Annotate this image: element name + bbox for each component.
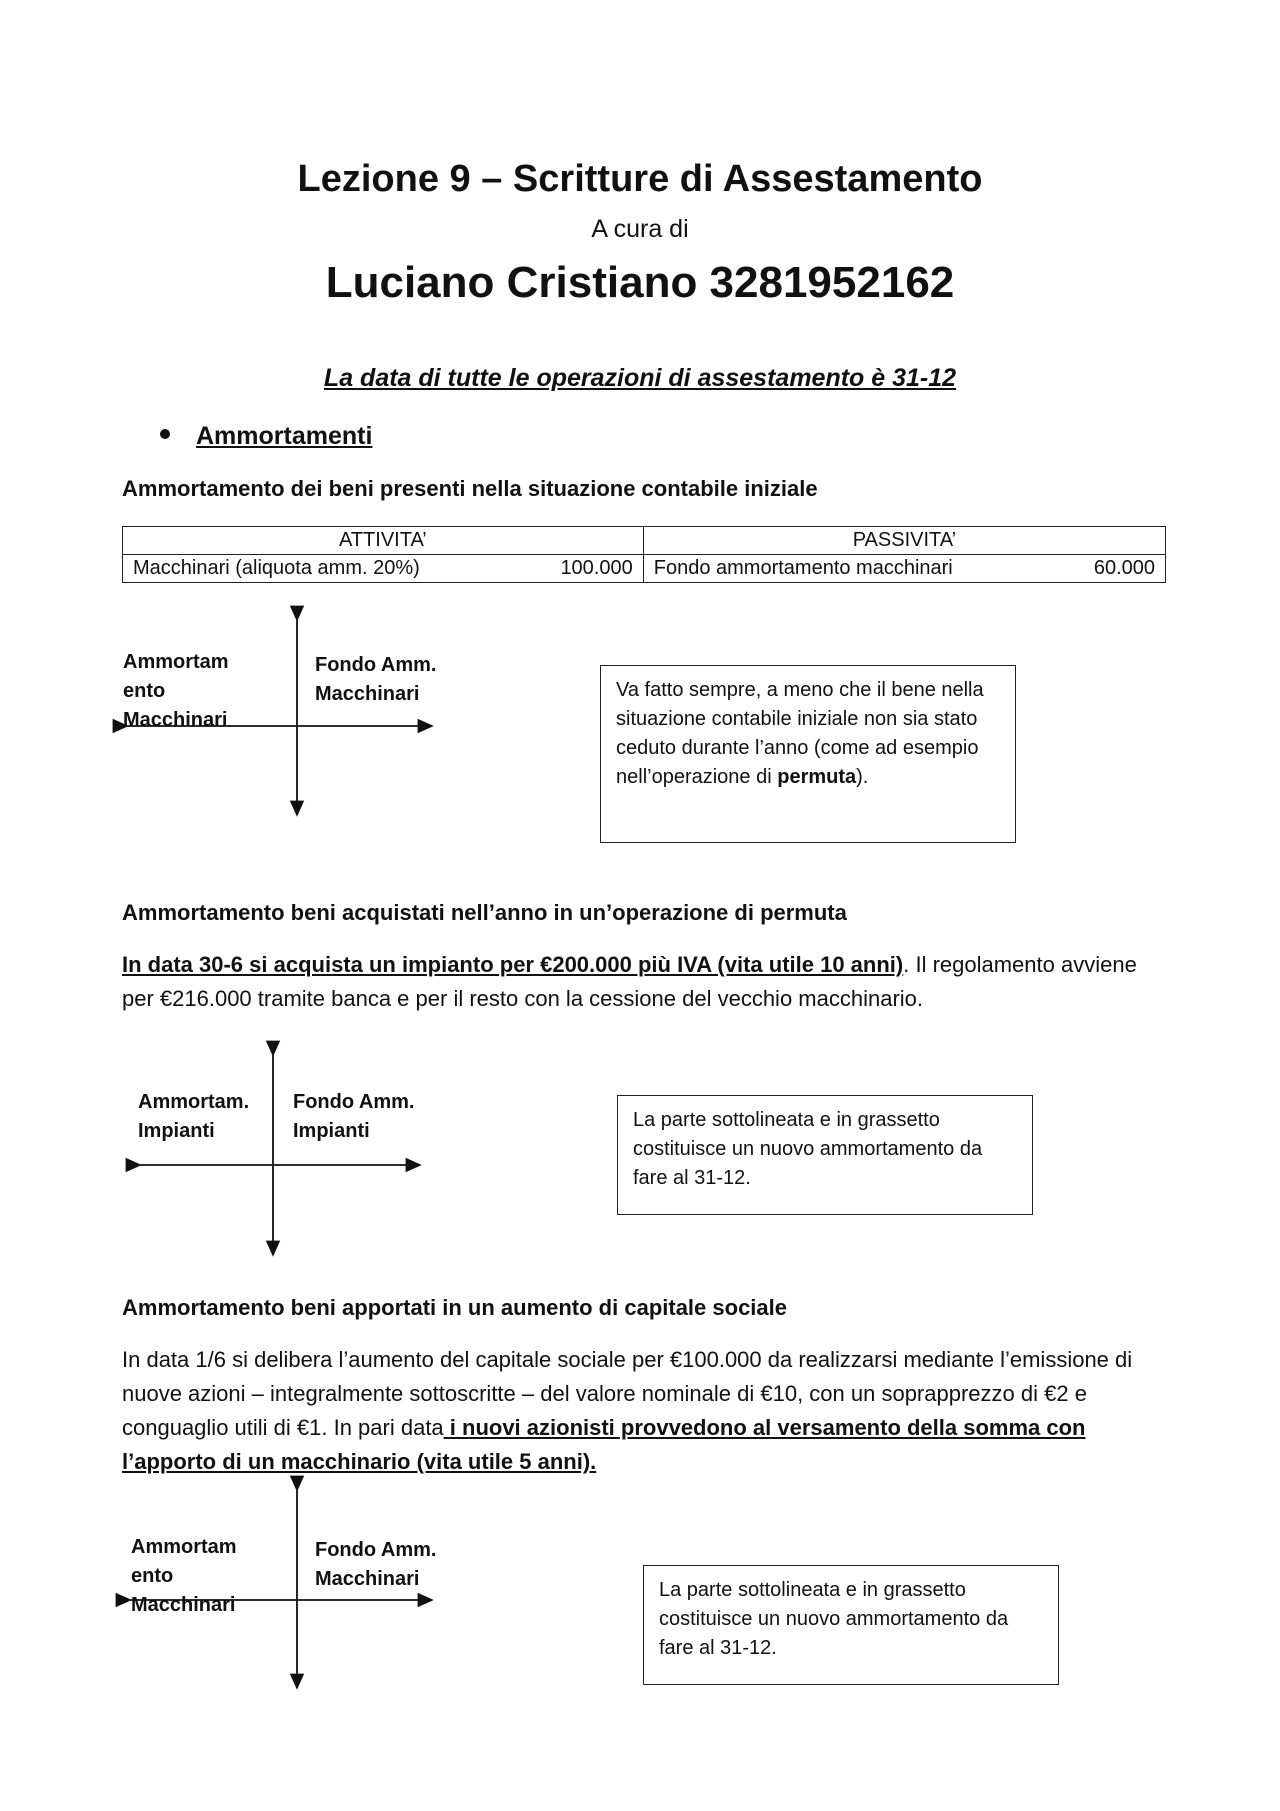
paragraph-emphasis: i nuovi azionisti provvedono al versamento della somma con l’apporto di un macchinario (vita utile 5 anni).	[122, 1415, 1086, 1474]
t-left-line: ento	[123, 680, 166, 702]
table-header-attivita: ATTIVITA’	[123, 527, 644, 555]
paragraph-emphasis: In data 30-6 si acquista un impianto per €200.000 più IVA (vita utile 10 anni)	[122, 952, 904, 977]
t-left-line: Macchinari	[123, 709, 228, 731]
author-name: Luciano Cristiano 3281952162	[325, 258, 955, 307]
t-right-line: Fondo Amm.	[315, 654, 437, 676]
note-bold: permuta	[777, 766, 857, 788]
liability-value: 60.000	[1093, 557, 1155, 579]
section2-paragraph	[122, 948, 1172, 1016]
t-account-right-label-2	[293, 1088, 414, 1146]
paragraph-text: . Il regolamento avviene per €216.000 tramite banca e per il resto con la cessione del vecchio macchinario.	[122, 952, 1137, 1011]
note-box-3: La parte sottolineata e in grassetto costituisce un nuovo ammortamento da fare al 31-12.	[643, 1565, 1059, 1685]
t-left-line: Ammortam	[131, 1536, 237, 1558]
t-account-left-label-2	[138, 1088, 249, 1146]
section3-heading: Ammortamento beni apportati in un aumento di capitale sociale	[122, 1295, 787, 1320]
t-account-right-label-1	[315, 651, 436, 709]
t-left-line: Macchinari	[131, 1594, 236, 1616]
t-left-line: Ammortam	[123, 651, 229, 673]
note-text: Va fatto sempre, a meno che il bene nella situazione contabile iniziale non sia stato ceduto durante l’anno (come ad esempio nell’operazione di	[616, 679, 984, 788]
asset-label: Macchinari (aliquota amm. 20%)	[133, 557, 420, 579]
liability-label: Fondo ammortamento macchinari	[653, 557, 953, 579]
document-subtitle: A cura di	[591, 215, 689, 243]
t-left-line: Ammortam.	[138, 1091, 250, 1113]
section1-heading: Ammortamento dei beni presenti nella situazione contabile iniziale	[122, 476, 818, 501]
t-account-left-label-3	[131, 1533, 237, 1620]
document-title: Lezione 9 – Scritture di Assestamento	[297, 158, 983, 200]
note-box-1	[600, 665, 1016, 843]
t-account-right-label-3	[315, 1536, 436, 1594]
paragraph-text: In data 1/6 si delibera l’aumento del capitale sociale per €100.000 da realizzarsi mediante l’emissione di nuove azioni – integralmente sottoscritte – del valore nominale di €10, con un soprapprezzo di €2 e conguaglio utili di €1. In pari data	[122, 1347, 1133, 1440]
note-text-end: ).	[856, 766, 869, 788]
t-account-left-label-1	[123, 648, 229, 735]
t-right-line: Macchinari	[315, 683, 420, 705]
section2-heading: Ammortamento beni acquistati nell’anno in un’operazione di permuta	[122, 900, 847, 925]
t-right-line: Macchinari	[315, 1568, 420, 1590]
t-left-line: Impianti	[138, 1120, 215, 1142]
t-right-line: Fondo Amm.	[293, 1091, 415, 1113]
bullet-label: Ammortamenti	[196, 422, 373, 450]
t-right-line: Impianti	[293, 1120, 370, 1142]
t-left-line: ento	[131, 1565, 174, 1587]
date-note: La data di tutte le operazioni di assestamento è 31-12	[323, 364, 957, 392]
table-header-passivita: PASSIVITA’	[643, 527, 1165, 555]
section3-paragraph	[122, 1343, 1172, 1479]
t-right-line: Fondo Amm.	[315, 1539, 437, 1561]
asset-value: 100.000	[560, 557, 633, 579]
note-box-2: La parte sottolineata e in grassetto costituisce un nuovo ammortamento da fare al 31-12.	[617, 1095, 1033, 1215]
